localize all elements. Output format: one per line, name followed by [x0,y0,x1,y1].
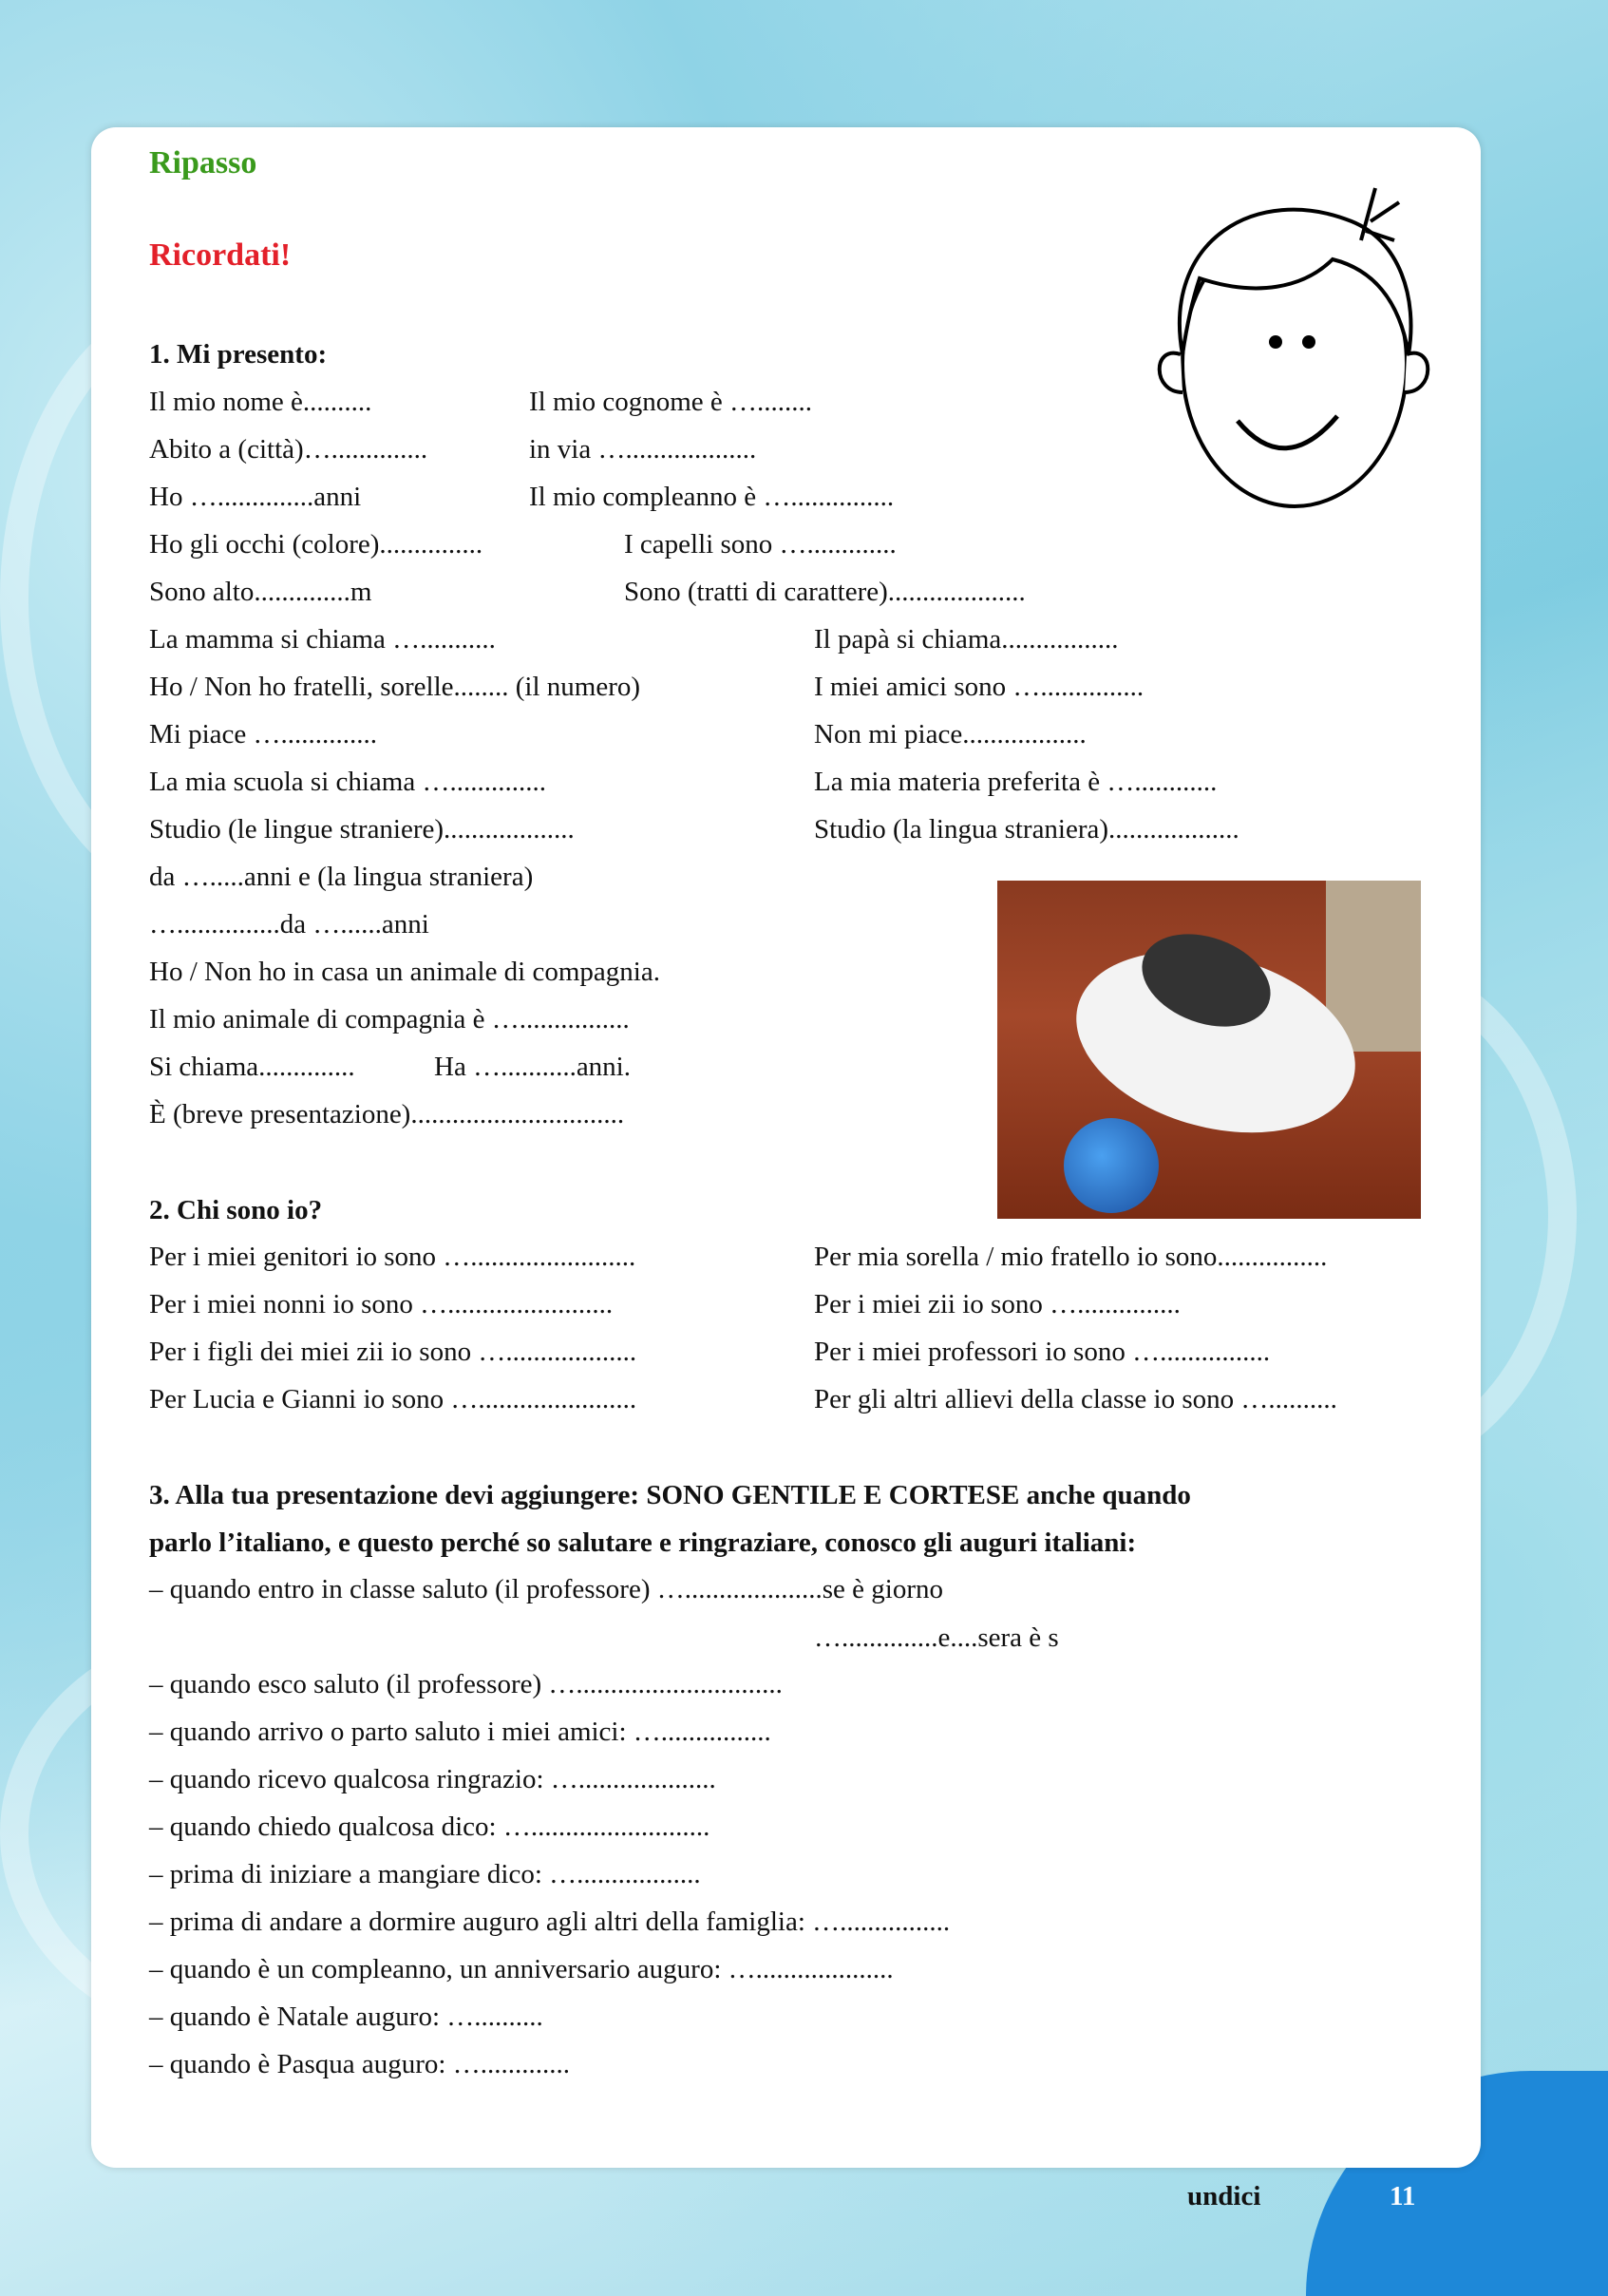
form-line: Ho / Non ho in casa un animale di compagnia. [149,957,660,987]
exercise-line: – prima di andare a dormire auguro agli altri della famiglia: …................ [149,1907,951,1937]
form-line-left: Per Lucia e Gianni io sono …....................... [149,1384,637,1414]
section-1-heading: 1. Mi presento: [149,339,328,370]
exercise-line: – quando ricevo qualcosa ringrazio: ….................... [149,1764,716,1794]
exercise-line: – quando esco saluto (il professore) ….............................. [149,1669,783,1699]
exercise-line: – quando è Pasqua auguro: …............. [149,2049,570,2079]
exercise-line: – quando chiedo qualcosa dico: ….......................... [149,1812,710,1842]
short-presentation-line: È (breve presentazione)............................... [149,1099,625,1129]
worksheet-card [91,127,1481,2168]
form-line-right: Studio (la lingua straniera)................... [814,814,1239,844]
section-3-heading: 3. Alla tua presentazione devi aggiungere: SONO GENTILE E CORTESE anche quando [149,1480,1191,1510]
form-line-right: Sono (tratti di carattere).................... [624,577,1026,607]
section-2-heading: 2. Chi sono io? [149,1195,323,1225]
name-line-left: Si chiama.............. [149,1052,355,1082]
cat-with-ball-photo [997,881,1421,1219]
form-line-right: Per gli altri allievi della classe io sono ….......... [814,1384,1337,1414]
boy-face-drawing [1143,183,1447,525]
form-line: …...............da …......anni [149,909,429,939]
form-line-left: Il mio nome è.......... [149,387,372,417]
form-line-left: Studio (le lingue straniere)................... [149,814,575,844]
page-title: Ripasso [149,145,257,180]
form-line-right: Per mia sorella / mio fratello io sono................ [814,1242,1328,1272]
section-3-heading-cont: parlo l’italiano, e questo perché so salutare e ringraziare, conosco gli auguri italiani: [149,1528,1137,1558]
form-line-left: Ho …..............anni [149,482,362,512]
form-line: Il mio animale di compagnia è …................ [149,1004,630,1034]
form-line-right: Per i miei professori io sono …................ [814,1337,1271,1367]
form-line-left: Ho / Non ho fratelli, sorelle........ (il numero) [149,672,641,702]
page-number: 11 [1390,2181,1416,2211]
form-line-right: Per i miei zii io sono …............... [814,1289,1181,1319]
form-line-left: Sono alto..............m [149,577,372,607]
form-line-left: Per i figli dei miei zii io sono …................... [149,1337,637,1367]
form-line-right: Il mio cognome è …........ [529,387,813,417]
form-line-right: Il mio compleanno è …............... [529,482,895,512]
exercise-line: – quando arrivo o parto saluto i miei amici: …................ [149,1717,771,1747]
form-line-left: Per i miei nonni io sono …........................ [149,1289,614,1319]
form-line-right: Non mi piace.................. [814,719,1087,750]
form-line-left: Ho gli occhi (colore)............... [149,529,483,560]
form-line-right: I miei amici sono …............... [814,672,1145,702]
subtitle: Ricordati! [149,237,292,273]
form-line-left: Per i miei genitori io sono …........................ [149,1242,636,1272]
form-line-right: Il papà si chiama................. [814,624,1119,655]
form-line-left: La mamma si chiama …........... [149,624,496,655]
form-line-right: La mia materia preferita è …............ [814,767,1218,797]
exercise-line: …..............e....sera è s [814,1622,1059,1653]
form-line: da ….....anni e (la lingua straniera) [149,862,534,892]
exercise-line: – quando è un compleanno, un anniversario auguro: ….................... [149,1954,894,1984]
exercise-line: – quando entro in classe saluto (il professore) …....................se è giorno [149,1574,943,1604]
form-line-left: Mi piace ….............. [149,719,378,750]
form-line-right: in via …................... [529,434,757,465]
form-line-left: Abito a (città)….............. [149,434,428,465]
page-word: undici [1187,2181,1261,2211]
exercise-line: – prima di iniziare a mangiare dico: ….................. [149,1859,701,1889]
name-line-right: Ha …...........anni. [434,1052,631,1082]
form-line-left: La mia scuola si chiama ….............. [149,767,546,797]
form-line-right: I capelli sono …............. [624,529,897,560]
exercise-line: – quando è Natale auguro: ….......... [149,2002,543,2032]
